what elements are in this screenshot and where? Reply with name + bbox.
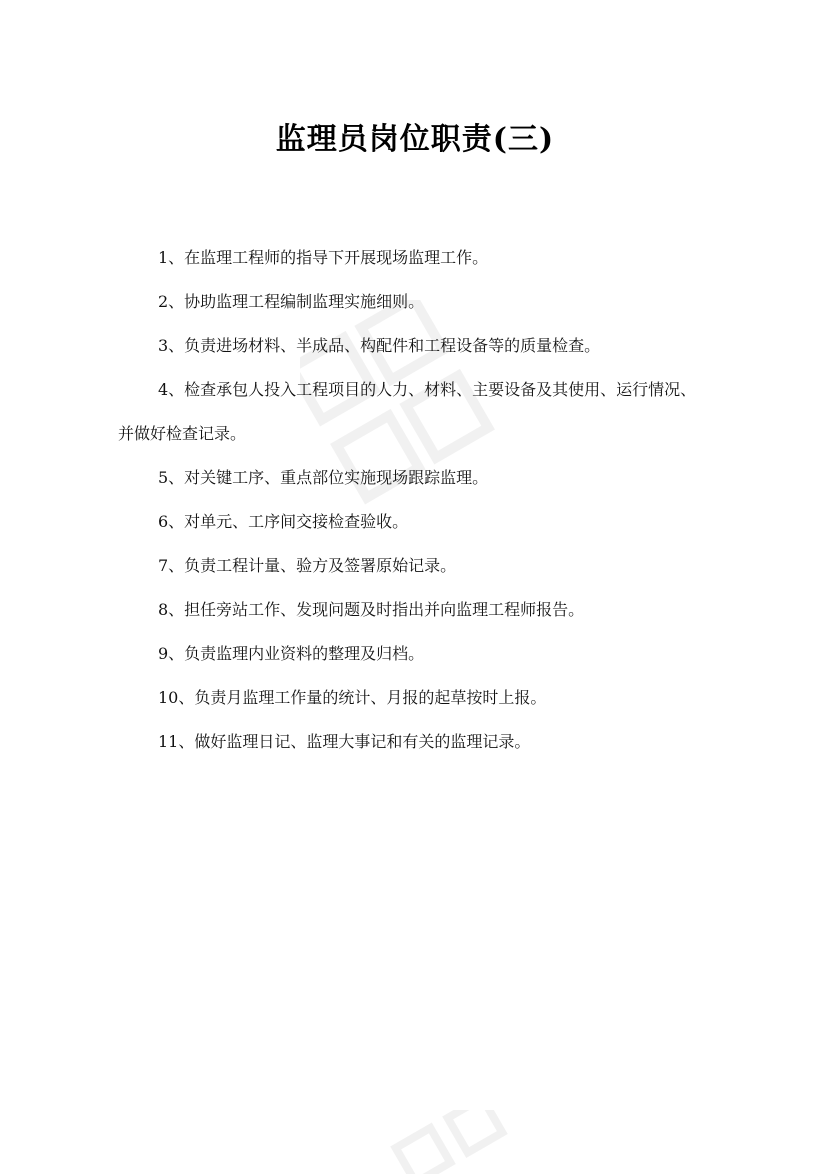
duty-item: 9、负责监理内业资料的整理及归档。 xyxy=(158,644,425,663)
duty-item: 1、在监理工程师的指导下开展现场监理工作。 xyxy=(158,248,489,267)
page-title: 监理员岗位职责(三) xyxy=(275,122,555,157)
duty-item: 5、对关键工序、重点部位实施现场跟踪监理。 xyxy=(158,468,489,487)
duty-item: 7、负责工程计量、验方及签署原始记录。 xyxy=(158,556,457,575)
duty-item: 4、检查承包人投入工程项目的人力、材料、主要设备及其使用、运行情况、并做好检查记录。 xyxy=(118,380,697,443)
duty-item: 11、做好监理日记、监理大事记和有关的监理记录。 xyxy=(158,732,531,751)
duty-item: 3、负责进场材料、半成品、构配件和工程设备等的质量检查。 xyxy=(158,336,601,355)
duty-item: 8、担任旁站工作、发现问题及时指出并向监理工程师报告。 xyxy=(158,600,585,619)
duty-item: 2、协助监理工程编制监理实施细则。 xyxy=(158,292,425,311)
watermark-bottom-icon xyxy=(380,1110,520,1174)
duty-item: 10、负责月监理工作量的统计、月报的起草按时上报。 xyxy=(158,688,547,707)
duty-item: 6、对单元、工序间交接检查验收。 xyxy=(158,512,409,531)
duty-list xyxy=(118,236,708,764)
